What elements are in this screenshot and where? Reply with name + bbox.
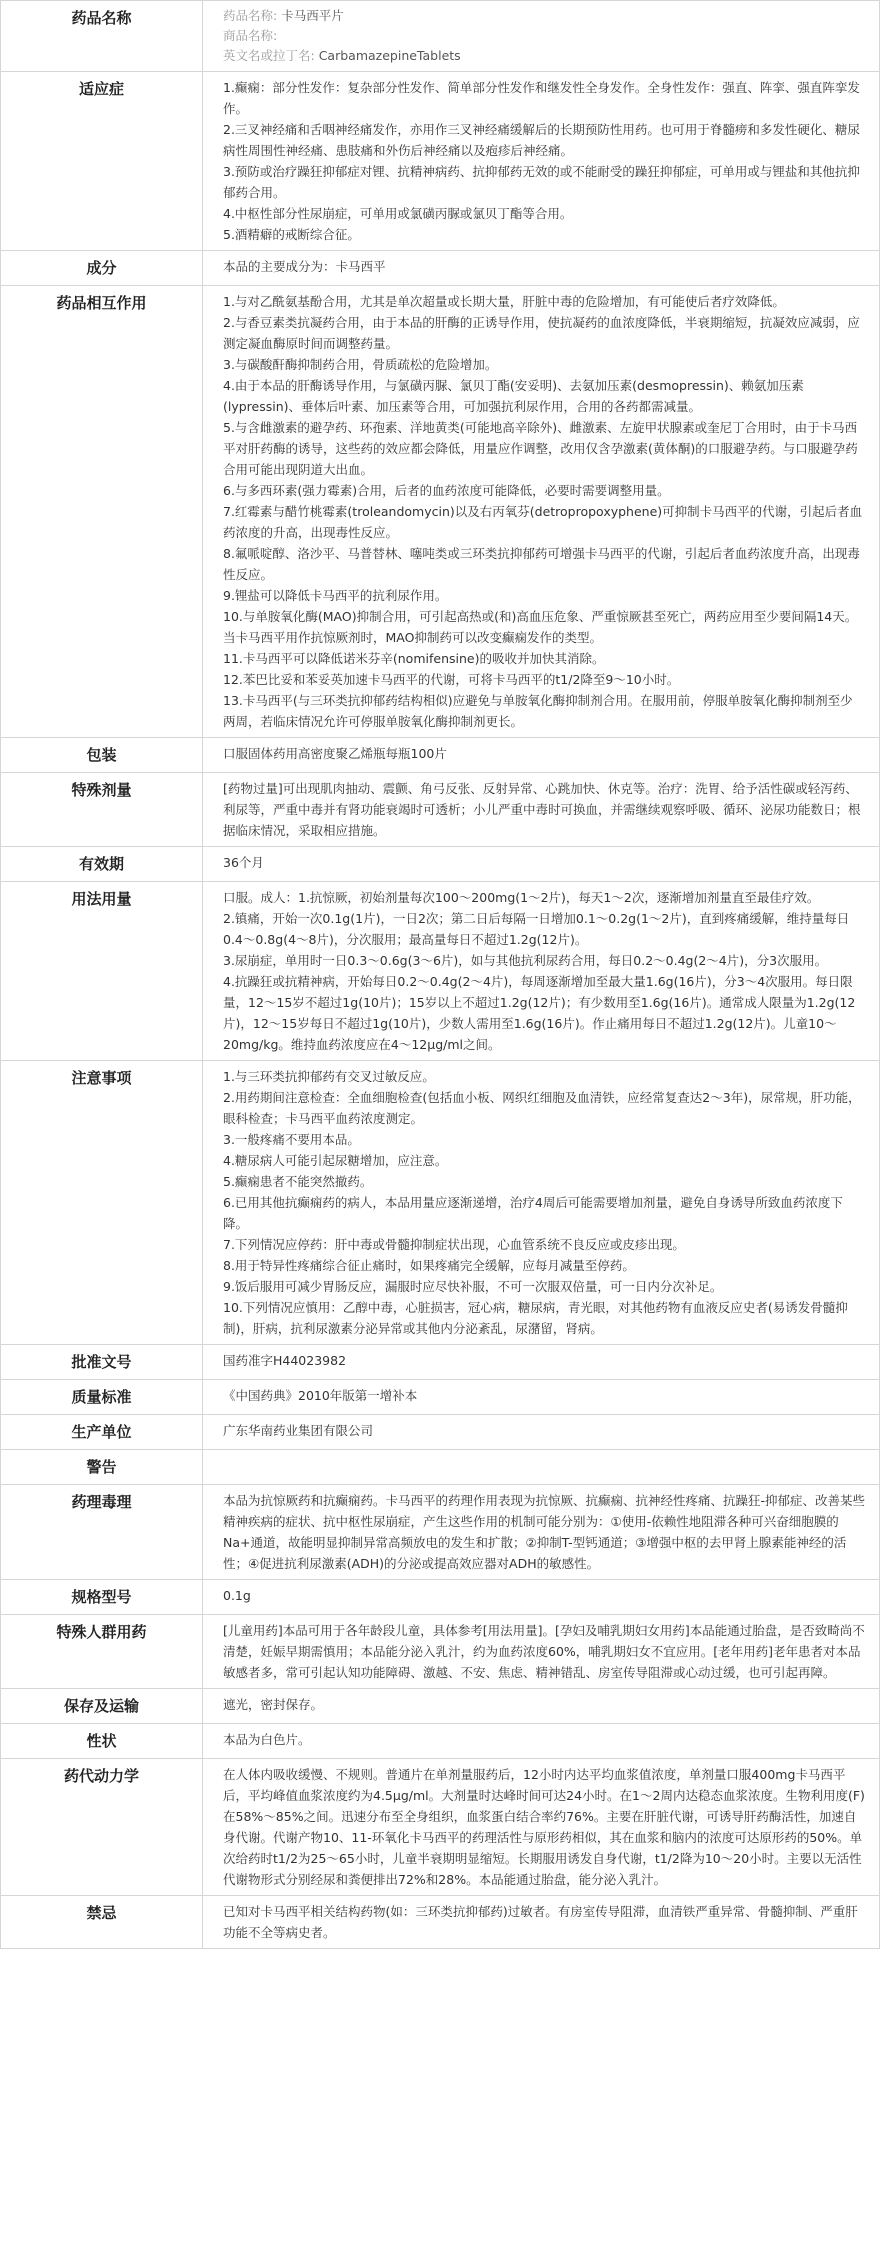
value-line: 5.与含雌激素的避孕药、环孢素、洋地黄类(可能地高辛除外)、雌激素、左旋甲状腺素或奎尼丁合用时，由于卡马西平对肝药酶的诱导，这些药的效应都会降低，用量应作调整，改用仅含孕激素(黄体酮)的口服避孕药。与口服避孕药合用可能出现阴道大出血。 bbox=[223, 420, 858, 477]
value-line: 国药准字H44023982 bbox=[223, 1353, 347, 1368]
value-line: 2.三叉神经痛和舌咽神经痛发作，亦用作三叉神经痛缓解后的长期预防性用药。也可用于脊髓痨和多发性硬化、糖尿病性周围性神经痛、患肢痛和外伤后神经痛以及疱疹后神经痛。 bbox=[223, 122, 860, 158]
row-value bbox=[203, 1061, 880, 1345]
row-value bbox=[203, 1485, 880, 1580]
value-line: 1.与三环类抗抑郁药有交叉过敏反应。 bbox=[223, 1069, 435, 1084]
row-label: 包装 bbox=[1, 738, 203, 773]
row-value bbox=[203, 847, 880, 882]
row-label: 有效期 bbox=[1, 847, 203, 882]
row-value bbox=[203, 1450, 880, 1485]
value-line: 6.与多西环素(强力霉素)合用，后者的血药浓度可能降低，必要时需要调整用量。 bbox=[223, 483, 670, 498]
value-line: 3.一般疼痛不要用本品。 bbox=[223, 1132, 360, 1147]
value-line: 2.用药期间注意检查：全血细胞检查(包括血小板、网织红细胞及血清铁，应经常复查达2～3年)，尿常规，肝功能，眼科检查；卡马西平血药浓度测定。 bbox=[223, 1090, 861, 1126]
value-line: 10.下列情况应慎用：乙醇中毒，心脏损害，冠心病，糖尿病，青光眼，对其他药物有血液反应史者(易诱发骨髓抑制)，肝病，抗利尿激素分泌异常或其他内分泌紊乱，尿潴留，肾病。 bbox=[223, 1300, 848, 1336]
value-line: 11.卡马西平可以降低诺米芬辛(nomifensine)的吸收并加快其消除。 bbox=[223, 651, 605, 666]
value-line: 9.锂盐可以降低卡马西平的抗利尿作用。 bbox=[223, 588, 448, 603]
warnings-row bbox=[1, 1450, 880, 1485]
row-value bbox=[203, 72, 880, 251]
value-line: 本品的主要成分为：卡马西平 bbox=[223, 259, 386, 274]
value-line: 3.预防或治疗躁狂抑郁症对锂、抗精神病药、抗抑郁药无效的或不能耐受的躁狂抑郁症，可单用或与锂盐和其他抗抑郁药合用。 bbox=[223, 164, 860, 200]
row-label: 药品名称 bbox=[1, 1, 203, 72]
contraindications-row bbox=[1, 1896, 880, 1949]
row-value bbox=[203, 882, 880, 1061]
row-label: 规格型号 bbox=[1, 1580, 203, 1615]
indications-row bbox=[1, 72, 880, 251]
row-label: 特殊剂量 bbox=[1, 773, 203, 847]
pharmacology-row bbox=[1, 1485, 880, 1580]
row-value bbox=[203, 738, 880, 773]
row-label: 特殊人群用药 bbox=[1, 1615, 203, 1689]
row-label: 保存及运输 bbox=[1, 1689, 203, 1724]
special-populations-row bbox=[1, 1615, 880, 1689]
value-line: 1.与对乙酰氨基酚合用，尤其是单次超量或长期大量，肝脏中毒的危险增加，有可能使后者疗效降低。 bbox=[223, 294, 785, 309]
row-label: 注意事项 bbox=[1, 1061, 203, 1345]
value-line: [儿童用药]本品可用于各年龄段儿童，具体参考[用法用量]。[孕妇及哺乳期妇女用药]本品能通过胎盘，是否致畸尚不清楚，妊娠早期需慎用；本品能分泌入乳汁，约为血药浓度60%，哺乳期妇女不宜应用。[老年用药]老年患者对本品敏感者多，常可引起认知功能障碍、激越、不安、焦虑、精神错乱、房室传导阻滞或心动过缓，也可引起再障。 bbox=[223, 1623, 865, 1680]
name-value: 卡马西平片 bbox=[281, 8, 344, 23]
value-line: 12.苯巴比妥和苯妥英加速卡马西平的代谢，可将卡马西平的t1/2降至9～10小时。 bbox=[223, 672, 680, 687]
precautions-row bbox=[1, 1061, 880, 1345]
name-line bbox=[223, 26, 865, 46]
value-line: 口服固体药用高密度聚乙烯瓶每瓶100片 bbox=[223, 746, 447, 761]
row-label: 质量标准 bbox=[1, 1380, 203, 1415]
row-label: 药代动力学 bbox=[1, 1759, 203, 1896]
value-line: 5.癫痫患者不能突然撤药。 bbox=[223, 1174, 373, 1189]
value-line: 5.酒精癖的戒断综合征。 bbox=[223, 227, 360, 242]
name-key: 药品名称: bbox=[223, 8, 278, 23]
name-line bbox=[223, 6, 865, 26]
row-label: 生产单位 bbox=[1, 1415, 203, 1450]
row-value bbox=[203, 1415, 880, 1450]
dosage-row bbox=[1, 882, 880, 1061]
row-value bbox=[203, 1580, 880, 1615]
value-line: 口服。成人：1.抗惊厥，初始剂量每次100～200mg(1～2片)，每天1～2次，逐渐增加剂量直至最佳疗效。 bbox=[223, 890, 820, 905]
quality-standard-row bbox=[1, 1380, 880, 1415]
row-value bbox=[203, 1380, 880, 1415]
overdose-row bbox=[1, 773, 880, 847]
row-value bbox=[203, 251, 880, 286]
storage-row bbox=[1, 1689, 880, 1724]
value-line: 4.糖尿病人可能引起尿糖增加，应注意。 bbox=[223, 1153, 448, 1168]
value-line: 8.氟哌啶醇、洛沙平、马普替林、噻吨类或三环类抗抑郁药可增强卡马西平的代谢，引起后者血药浓度升高，出现毒性反应。 bbox=[223, 546, 860, 582]
value-line: 已知对卡马西平相关结构药物(如：三环类抗抑郁药)过敏者。有房室传导阻滞，血清铁严重异常、骨髓抑制、严重肝功能不全等病史者。 bbox=[223, 1904, 858, 1940]
manufacturer-row bbox=[1, 1415, 880, 1450]
row-label: 性状 bbox=[1, 1724, 203, 1759]
value-line: 4.中枢性部分性尿崩症，可单用或氯磺丙脲或氯贝丁酯等合用。 bbox=[223, 206, 573, 221]
value-line: 7.红霉素与醋竹桃霉素(troleandomycin)以及右丙氧芬(detropropoxyphene)可抑制卡马西平的代谢，引起后者血药浓度的升高，出现毒性反应。 bbox=[223, 504, 863, 540]
value-line: 10.与单胺氧化酶(MAO)抑制合用，可引起高热或(和)高血压危象、严重惊厥甚至死亡，两药应用至少要间隔14天。当卡马西平用作抗惊厥剂时，MAO抑制药可以改变癫痫发作的类型。 bbox=[223, 609, 858, 645]
row-value bbox=[203, 1615, 880, 1689]
row-label: 批准文号 bbox=[1, 1345, 203, 1380]
name-key: 商品名称: bbox=[223, 28, 278, 43]
row-value bbox=[203, 1345, 880, 1380]
packaging-row bbox=[1, 738, 880, 773]
drug-interactions-row bbox=[1, 286, 880, 738]
value-line: 遮光，密封保存。 bbox=[223, 1697, 324, 1712]
row-value bbox=[203, 1896, 880, 1949]
drug-name-row bbox=[1, 1, 880, 72]
value-line: 8.用于特异性疼痛综合征止痛时，如果疼痛完全缓解，应每月减量至停药。 bbox=[223, 1258, 635, 1273]
name-value: CarbamazepineTablets bbox=[318, 48, 461, 63]
row-label: 适应症 bbox=[1, 72, 203, 251]
specification-row bbox=[1, 1580, 880, 1615]
appearance-row bbox=[1, 1724, 880, 1759]
value-line: 3.尿崩症，单用时一日0.3～0.6g(3～6片)，如与其他抗利尿药合用，每日0.2～0.4g(2～4片)，分3次服用。 bbox=[223, 953, 828, 968]
row-label: 用法用量 bbox=[1, 882, 203, 1061]
row-label: 禁忌 bbox=[1, 1896, 203, 1949]
value-line: 本品为抗惊厥药和抗癫痫药。卡马西平的药理作用表现为抗惊厥、抗癫痫、抗神经性疼痛、抗躁狂-抑郁症、改善某些精神疾病的症状、抗中枢性尿崩症，产生这些作用的机制可能分别为：①使用-依赖性地阻滞各种可兴奋细胞膜的Na+通道，故能明显抑制异常高频放电的发生和扩散；②抑制T-型钙通道；③增强中枢的去甲肾上腺素能神经的活性；④促进抗利尿激素(ADH)的分泌或提高效应器对ADH的敏感性。 bbox=[223, 1493, 866, 1571]
name-line bbox=[223, 46, 865, 66]
shelf-life-row bbox=[1, 847, 880, 882]
row-value bbox=[203, 1724, 880, 1759]
value-line: 7.下列情况应停药：肝中毒或骨髓抑制症状出现，心血管系统不良反应或皮疹出现。 bbox=[223, 1237, 685, 1252]
row-value bbox=[203, 1, 880, 72]
value-line: 2.与香豆素类抗凝药合用，由于本品的肝酶的正诱导作用，使抗凝药的血浓度降低，半衰期缩短，抗凝效应减弱，应测定凝血酶原时间而调整药量。 bbox=[223, 315, 860, 351]
row-label: 成分 bbox=[1, 251, 203, 286]
row-value bbox=[203, 1759, 880, 1896]
value-line: 13.卡马西平(与三环类抗抑郁药结构相似)应避免与单胺氧化酶抑制剂合用。在服用前，停服单胺氧化酶抑制剂至少两周，若临床情况允许可停服单胺氧化酶抑制剂更长。 bbox=[223, 693, 853, 729]
spec-table-body bbox=[1, 1, 880, 1949]
value-line: 0.1g bbox=[223, 1588, 251, 1603]
approval-number-row bbox=[1, 1345, 880, 1380]
value-line: 《中国药典》2010年版第一增补本 bbox=[223, 1388, 418, 1403]
value-line: 本品为白色片。 bbox=[223, 1732, 311, 1747]
value-line: 广东华南药业集团有限公司 bbox=[223, 1423, 374, 1438]
row-label: 警告 bbox=[1, 1450, 203, 1485]
row-value bbox=[203, 286, 880, 738]
row-label: 药品相互作用 bbox=[1, 286, 203, 738]
row-value bbox=[203, 1689, 880, 1724]
value-line: 36个月 bbox=[223, 855, 264, 870]
value-line: 2.镇痛，开始一次0.1g(1片)，一日2次；第二日后每隔一日增加0.1～0.2g(1～2片)，直到疼痛缓解，维持量每日0.4～0.8g(4～8片)，分次服用；最高量每日不超过1.2g(12片)。 bbox=[223, 911, 850, 947]
value-line: 1.癫痫：部分性发作：复杂部分性发作、简单部分性发作和继发性全身发作。全身性发作：强直、阵挛、强直阵挛发作。 bbox=[223, 80, 860, 116]
name-key: 英文名或拉丁名: bbox=[223, 48, 315, 63]
value-line: 9.饭后服用可减少胃肠反应，漏服时应尽快补服，不可一次服双倍量，可一日内分次补足。 bbox=[223, 1279, 723, 1294]
value-line: 4.抗躁狂或抗精神病，开始每日0.2～0.4g(2～4片)，每周逐渐增加至最大量1.6g(16片)，分3～4次服用。每日限量，12～15岁不超过1g(10片)；15岁以上不超过1.2g(12片)；有少数用至1.6g(16片)。通常成人限量为1.2g(12片)，12～15岁每日不超过1g(10片)，少数人需用至1.6g(16片)。作止痛用每日不超过1.2g(12片)。儿童10～20mg/kg。维持血药浓度应在4～12μg/ml之间。 bbox=[223, 974, 856, 1052]
value-line: [药物过量]可出现肌肉抽动、震颤、角弓反张、反射异常、心跳加快、休克等。治疗：洗胃、给予活性碳或轻泻药、利尿等，严重中毒并有肾功能衰竭时可透析；小儿严重中毒时可换血，并需继续观察呼吸、循环、泌尿功能数日；根据临床情况，采取相应措施。 bbox=[223, 781, 861, 838]
value-line: 在人体内吸收缓慢、不规则。普通片在单剂量服药后，12小时内达平均血浆值浓度，单剂量口服400mg卡马西平后，平均峰值血浆浓度约为4.5μg/ml。大剂量时达峰时间可达24小时。在1～2周内达稳态血浆浓度。生物利用度(F)在58%～85%之间。迅速分布至全身组织，血浆蛋白结合率约76%。主要在肝脏代谢，可诱导肝药酶活性，加速自身代谢。代谢产物10、11-环氧化卡马西平的药理活性与原形药相似，其在血浆和脑内的浓度可达原形药的50%。单次给药时t1/2为25～65小时，儿童半衰期明显缩短。长期服用诱发自身代谢，t1/2降为10～20小时。主要以无活性代谢物形式分别经尿和粪便排出72%和28%。本品能通过胎盘，能分泌入乳汁。 bbox=[223, 1767, 865, 1887]
pharmacokinetics-row bbox=[1, 1759, 880, 1896]
ingredients-row bbox=[1, 251, 880, 286]
row-value bbox=[203, 773, 880, 847]
row-label: 药理毒理 bbox=[1, 1485, 203, 1580]
value-line: 4.由于本品的肝酶诱导作用，与氯磺丙脲、氯贝丁酯(安妥明)、去氨加压素(desmopressin)、赖氨加压素(lypressin)、垂体后叶素、加压素等合用，可加强抗利尿作用，合用的各药都需减量。 bbox=[223, 378, 804, 414]
value-line: 6.已用其他抗癫痫药的病人，本品用量应逐渐递增，治疗4周后可能需要增加剂量，避免自身诱导所致血药浓度下降。 bbox=[223, 1195, 843, 1231]
value-line: 3.与碳酸酐酶抑制药合用，骨质疏松的危险增加。 bbox=[223, 357, 498, 372]
